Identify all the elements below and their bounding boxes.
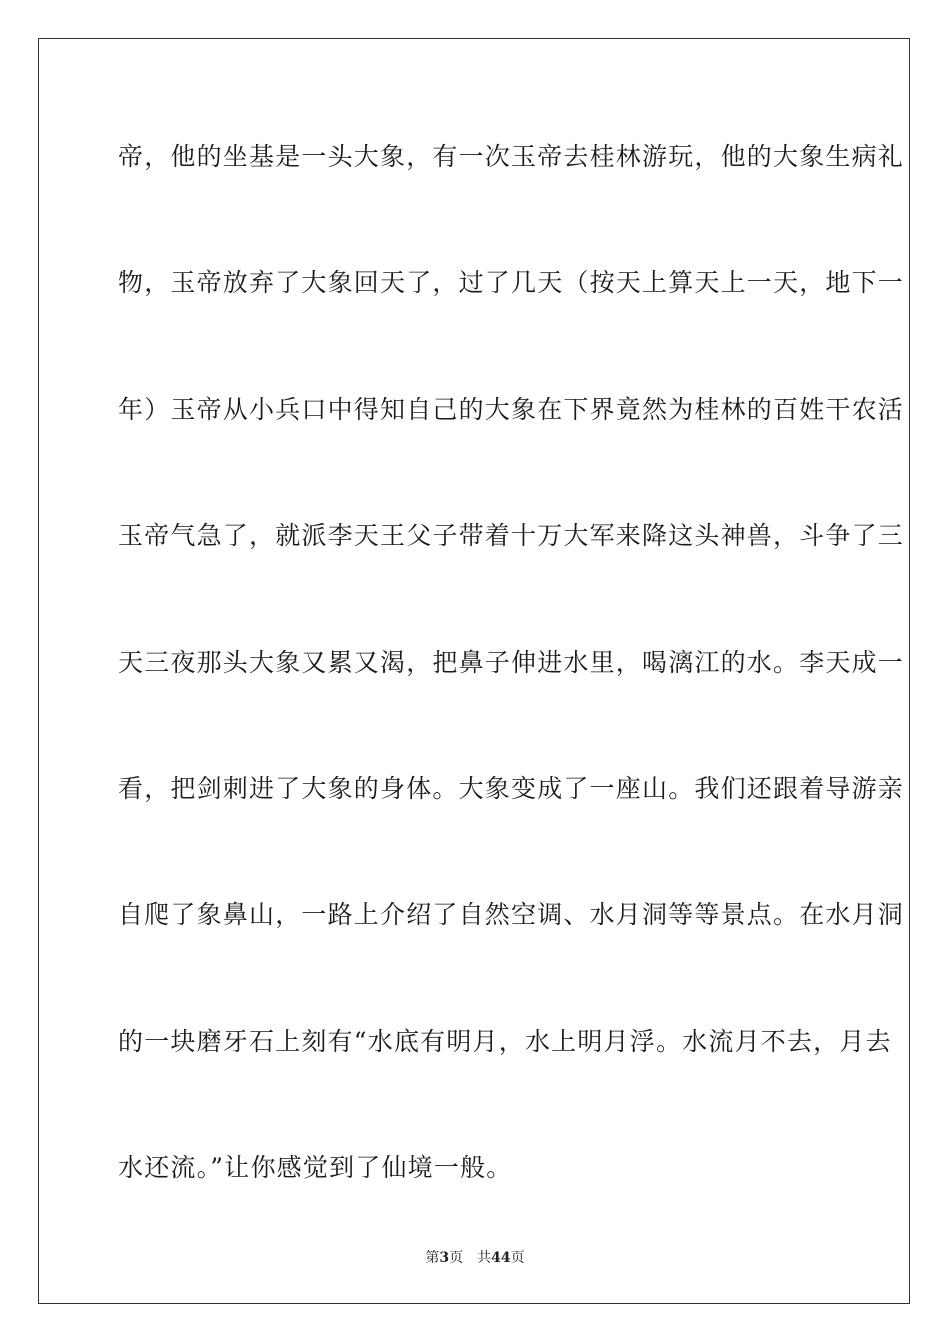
text-line-1: 帝，他的坐基是一头大象，有一次玉帝去桂林游玩，他的大象生病礼 bbox=[118, 142, 905, 171]
text-line-7: 自爬了象鼻山，一路上介绍了自然空调、水月洞等等景点。在水月洞 bbox=[118, 900, 905, 930]
text-line-4: 玉帝气急了，就派李天王父子带着十万大军来降这头神兽，斗争了三 bbox=[118, 521, 905, 551]
text-line-9: 水还流。”让你感觉到了仙境一般。 bbox=[118, 1153, 513, 1183]
total-suffix: 页 bbox=[510, 1250, 525, 1266]
text-line-5: 天三夜那头大象又累又渴，把鼻子伸进水里，喝漓江的水。李天成一 bbox=[118, 647, 905, 677]
total-prefix: 共 bbox=[477, 1250, 492, 1266]
total-pages: 44 bbox=[491, 1250, 511, 1266]
text-line-8: 的一块磨牙石上刻有“水底有明月，水上明月浮。水流月不去，月去 bbox=[118, 1026, 892, 1056]
page-suffix: 页 bbox=[449, 1250, 464, 1266]
body-text bbox=[118, 128, 905, 1266]
text-line-2: 物，玉帝放弃了大象回天了，过了几天（按天上算天上一天，地下一 bbox=[118, 268, 905, 298]
text-line-6: 看，把剑刺进了大象的身体。大象变成了一座山。我们还跟着导游亲 bbox=[118, 773, 905, 803]
page-prefix: 第 bbox=[425, 1250, 440, 1266]
page-number: 3 bbox=[439, 1250, 450, 1266]
page-footer bbox=[0, 1247, 950, 1267]
text-line-3: 年）玉帝从小兵口中得知自己的大象在下界竟然为桂林的百姓干农活 bbox=[118, 394, 905, 424]
